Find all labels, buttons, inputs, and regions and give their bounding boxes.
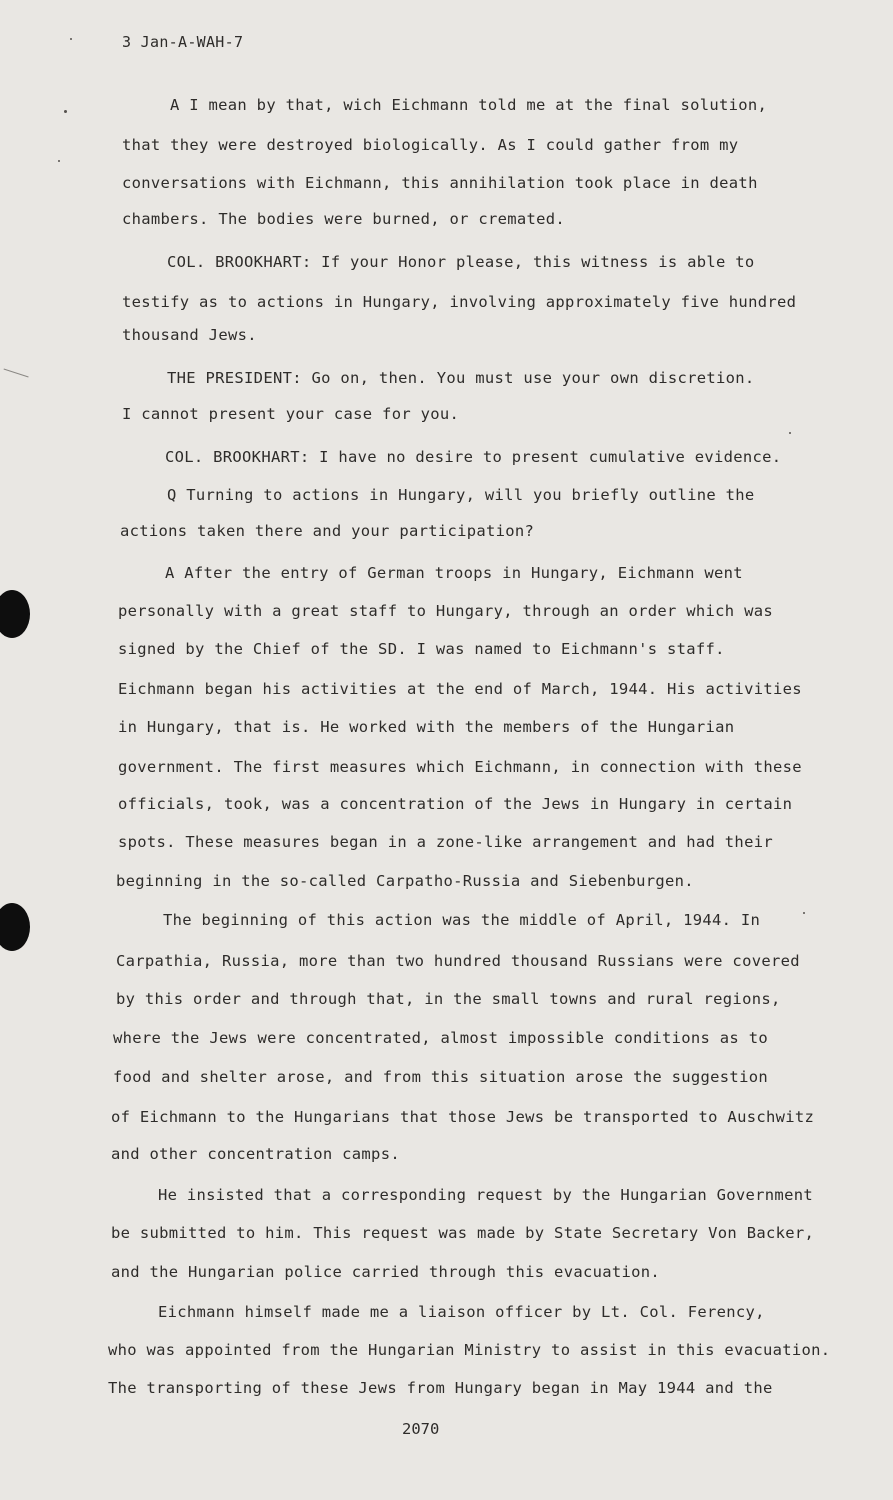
text-line: of Eichmann to the Hungarians that those Jews be transported to Auschwitz (111, 1108, 815, 1126)
page-number: 2070 (402, 1420, 440, 1438)
binder-hole (0, 903, 30, 951)
text-line: spots. These measures began in a zone-like arrangement and had their (118, 833, 773, 851)
text-line: where the Jews were concentrated, almost impossible conditions as to (113, 1029, 768, 1047)
paper-tear-mark (0, 368, 29, 396)
ink-speck (789, 432, 791, 434)
text-line: COL. BROOKHART: I have no desire to present cumulative evidence. (165, 448, 782, 466)
text-line: THE PRESIDENT: Go on, then. You must use your own discretion. (167, 369, 755, 387)
text-line: testify as to actions in Hungary, involving approximately five hundred (122, 293, 797, 311)
text-line: and the Hungarian police carried through this evacuation. (111, 1263, 661, 1281)
ink-speck (58, 160, 60, 162)
text-line: The transporting of these Jews from Hungary began in May 1944 and the (108, 1379, 773, 1397)
text-line: signed by the Chief of the SD. I was named to Eichmann's staff. (118, 640, 725, 658)
text-line: personally with a great staff to Hungary, through an order which was (118, 602, 773, 620)
text-line: by this order and through that, in the small towns and rural regions, (116, 990, 781, 1008)
text-line: and other concentration camps. (111, 1145, 400, 1163)
text-line: A I mean by that, wich Eichmann told me at the final solution, (170, 96, 768, 114)
binder-hole (0, 590, 30, 638)
text-line: The beginning of this action was the middle of April, 1944. In (163, 911, 761, 929)
text-line: be submitted to him. This request was made by State Secretary Von Backer, (111, 1224, 815, 1242)
text-line: in Hungary, that is. He worked with the members of the Hungarian (118, 718, 735, 736)
text-line: government. The first measures which Eichmann, in connection with these (118, 758, 802, 776)
text-line: actions taken there and your participation? (120, 522, 535, 540)
text-line: COL. BROOKHART: If your Honor please, this witness is able to (167, 253, 755, 271)
text-line: that they were destroyed biologically. As I could gather from my (122, 136, 739, 154)
text-line: I cannot present your case for you. (122, 405, 460, 423)
text-line: Eichmann himself made me a liaison officer by Lt. Col. Ferency, (158, 1303, 765, 1321)
ink-speck (803, 912, 805, 914)
ink-speck (70, 38, 72, 40)
document-reference: 3 Jan-A-WAH-7 (122, 33, 244, 51)
text-line: Q Turning to actions in Hungary, will you briefly outline the (167, 486, 755, 504)
text-line: Eichmann began his activities at the end of March, 1944. His activities (118, 680, 802, 698)
text-line: beginning in the so-called Carpatho-Russia and Siebenburgen. (116, 872, 694, 890)
text-line: officials, took, was a concentration of the Jews in Hungary in certain (118, 795, 793, 813)
text-line: who was appointed from the Hungarian Ministry to assist in this evacuation. (108, 1341, 831, 1359)
text-line: chambers. The bodies were burned, or cremated. (122, 210, 566, 228)
text-line: food and shelter arose, and from this situation arose the suggestion (113, 1068, 768, 1086)
text-line: He insisted that a corresponding request by the Hungarian Government (158, 1186, 813, 1204)
text-line: Carpathia, Russia, more than two hundred thousand Russians were covered (116, 952, 800, 970)
text-line: conversations with Eichmann, this annihilation took place in death (122, 174, 758, 192)
text-line: thousand Jews. (122, 326, 257, 344)
ink-speck (64, 110, 67, 113)
text-line: A After the entry of German troops in Hungary, Eichmann went (165, 564, 743, 582)
